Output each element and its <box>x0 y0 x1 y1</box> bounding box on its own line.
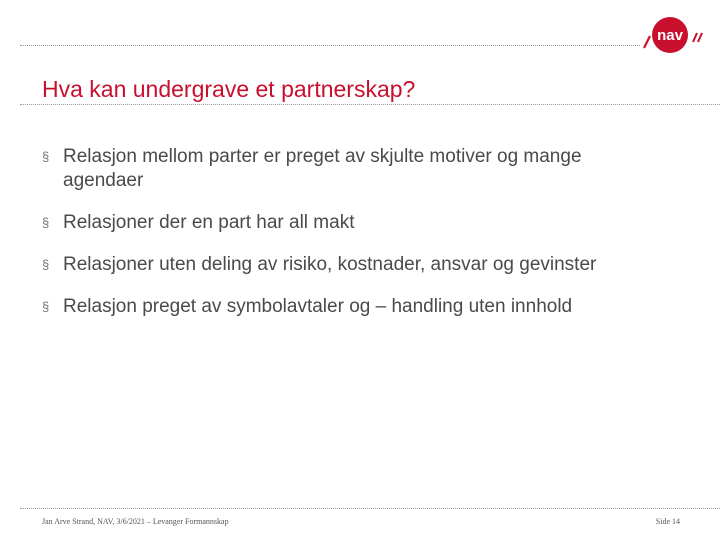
footer-dotted-rule <box>20 508 720 509</box>
title-dotted-rule <box>20 104 720 105</box>
footer-author-date: Jan Arve Strand, NAV, 3/6/2021 – Levanger Formannskap <box>42 517 229 526</box>
nav-logo <box>642 16 708 54</box>
bullet-glyph: § <box>42 299 50 314</box>
bullet-item <box>42 295 662 319</box>
bullet-text: Relasjon mellom parter er preget av skjulte motiver og mange agendaer <box>63 146 582 191</box>
logo-text: nav <box>657 27 683 44</box>
slide-title: Hva kan undergrave et partnerskap? <box>42 76 416 102</box>
bullet-text: Relasjon preget av symbolavtaler og – handling uten innhold <box>63 296 573 317</box>
bullet-item <box>42 145 662 193</box>
bullet-text: Relasjoner uten deling av risiko, kostnader, ansvar og gevinster <box>63 254 597 275</box>
bullet-text: Relasjoner der en part har all makt <box>63 212 355 233</box>
bullet-list <box>42 145 662 337</box>
bullet-item <box>42 211 662 235</box>
header-dotted-rule <box>20 45 640 46</box>
bullet-glyph: § <box>42 215 50 230</box>
bullet-glyph: § <box>42 149 50 164</box>
footer-page-number: Side 14 <box>655 517 680 526</box>
bullet-item <box>42 253 662 277</box>
bullet-glyph: § <box>42 257 50 272</box>
